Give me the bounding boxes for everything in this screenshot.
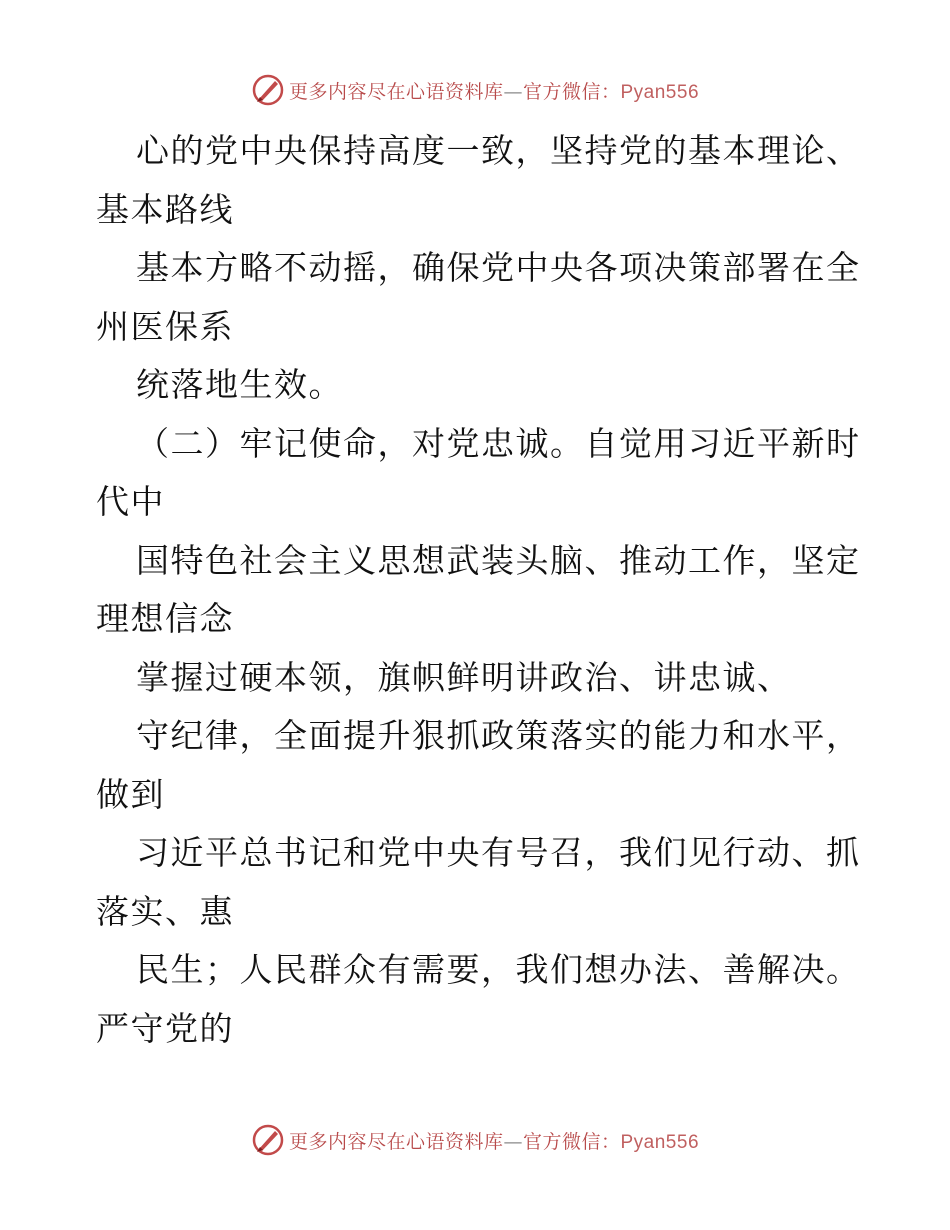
body-line: 统落地生效。: [136, 365, 343, 404]
watermark-wechat-label: 官方微信：: [522, 80, 621, 103]
document-body: [96, 122, 876, 1058]
body-line: 基本路线: [96, 189, 234, 229]
body-line: 民生；人民群众有需要，我们想办法、善解决。: [136, 950, 861, 989]
quill-pen-logo-icon: [251, 1123, 285, 1157]
watermark-site-name: 更多内容尽在心语资料库: [288, 80, 504, 103]
watermark-wechat-label: 官方微信：: [522, 1130, 621, 1153]
body-line: 国特色社会主义思想武装头脑、推动工作，坚定: [136, 540, 861, 580]
watermark-text: [289, 77, 699, 104]
body-line: （二）牢记使命，对党忠诚。自觉用习近平新时: [136, 423, 861, 463]
body-line: 掌握过硬本领，旗帜鲜明讲政治、讲忠诚、: [136, 657, 792, 697]
body-line: 州医保系: [96, 306, 234, 346]
body-line: 严守党的: [96, 1008, 234, 1048]
watermark-dash: —: [503, 80, 523, 103]
body-line: 落实、惠: [96, 891, 234, 931]
watermark-wechat-id: Pyan556: [620, 81, 700, 103]
body-line: 心的党中央保持高度一致，坚持党的基本理论、: [136, 131, 861, 170]
body-line: 习近平总书记和党中央有号召，我们见行动、抓: [136, 833, 861, 872]
watermark-site-name: 更多内容尽在心语资料库: [288, 1130, 504, 1153]
body-line: 基本方略不动摇，确保党中央各项决策部署在全: [136, 248, 861, 287]
watermark-header: [0, 70, 950, 110]
body-line: 守纪律，全面提升狠抓政策落实的能力和水平，: [136, 716, 861, 755]
body-line: 做到: [96, 774, 165, 814]
body-line: 理想信念: [96, 599, 234, 638]
watermark-text: [289, 1127, 699, 1154]
watermark-wechat-id: Pyan556: [620, 1131, 700, 1153]
quill-pen-logo-icon: [251, 73, 285, 107]
watermark-footer: [0, 1120, 950, 1160]
watermark-dash: —: [503, 1130, 523, 1153]
body-line: 代中: [96, 482, 165, 521]
